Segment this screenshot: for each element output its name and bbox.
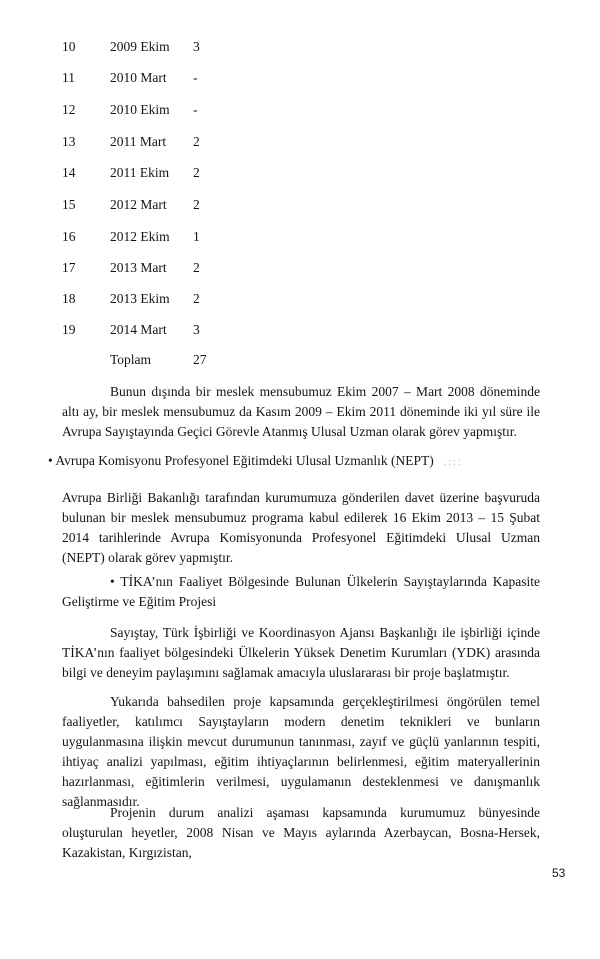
- paragraph-tika-project: Sayıştay, Türk İşbirliği ve Koordinasyon Ajansı Başkanlığı ile işbirliği içinde TİKA’nın faaliyet bölgesindeki Ülkelerin Yüksek Denetim Kurumları (YDK) arasında bilgi ve deneyim paylaşımını sağlamak amacıyla uluslararası bir proje başlatmıştır.: [62, 625, 540, 680]
- paragraph-status-analysis: Projenin durum analizi aşaması kapsamında kurumumuz bünyesinde oluşturulan heyetler, 2008 Nisan ve Mayıs aylarında Azerbaycan, Bosna-Hersek, Kazakistan, Kırgızistan,: [62, 805, 540, 860]
- tika-heading: • TİKA’nın Faaliyet Bölgesinde Bulunan Ülkelerin Sayıştaylarında Kapasite Geliştirme ve Eğitim Projesi: [62, 574, 540, 609]
- scan-artifact: .:::: [443, 457, 463, 468]
- paragraph-nept: Avrupa Birliği Bakanlığı tarafından kurumumuza gönderilen davet üzerine başvuruda bulunan bir meslek mensubumuz programa kabul edilerek 16 Ekim 2013 – 15 Şubat 2014 tarihlerinde Avrupa Komisyonunda Profesyonel Eğitimdeki Ulusal Uzman (NEPT) olarak görev yapmıştır.: [62, 490, 540, 565]
- page-number: 53: [552, 866, 566, 880]
- paragraph-expert-secondment: Bunun dışında bir meslek mensubumuz Ekim 2007 – Mart 2008 döneminde altı ay, bir meslek mensubumuz da Kasım 2009 – Ekim 2011 döneminde iki yıl süre ile Avrupa Sayıştayında Geçici Görevle Atanmış Ulusal Uzman olarak görev yapmıştır.: [62, 384, 540, 439]
- nept-heading: • Avrupa Komisyonu Profesyonel Eğitimdeki Ulusal Uzmanlık (NEPT) .:::: [48, 453, 463, 468]
- total-value: 27: [193, 352, 207, 367]
- total-label: Toplam: [110, 352, 152, 367]
- paragraph-project-activities: Yukarıda bahsedilen proje kapsamında gerçekleştirilmesi öngörülen temel faaliyetler, katılımcı Sayıştayların modern denetim teknikleri ve bunların uygulanmasına ilişkin mevcut durumunun tanınması, zayıf ve güçlü yanlarının tespiti, ihtiyaç analizi yapılması, eğitim ihtiyaçlarının belirlenmesi, eğitim materyallerinin hazırlanması, eğitimlerin verilmesi, uygulamanın desteklenmesi ve danışmanlık sağlanmasıdır.: [62, 694, 540, 809]
